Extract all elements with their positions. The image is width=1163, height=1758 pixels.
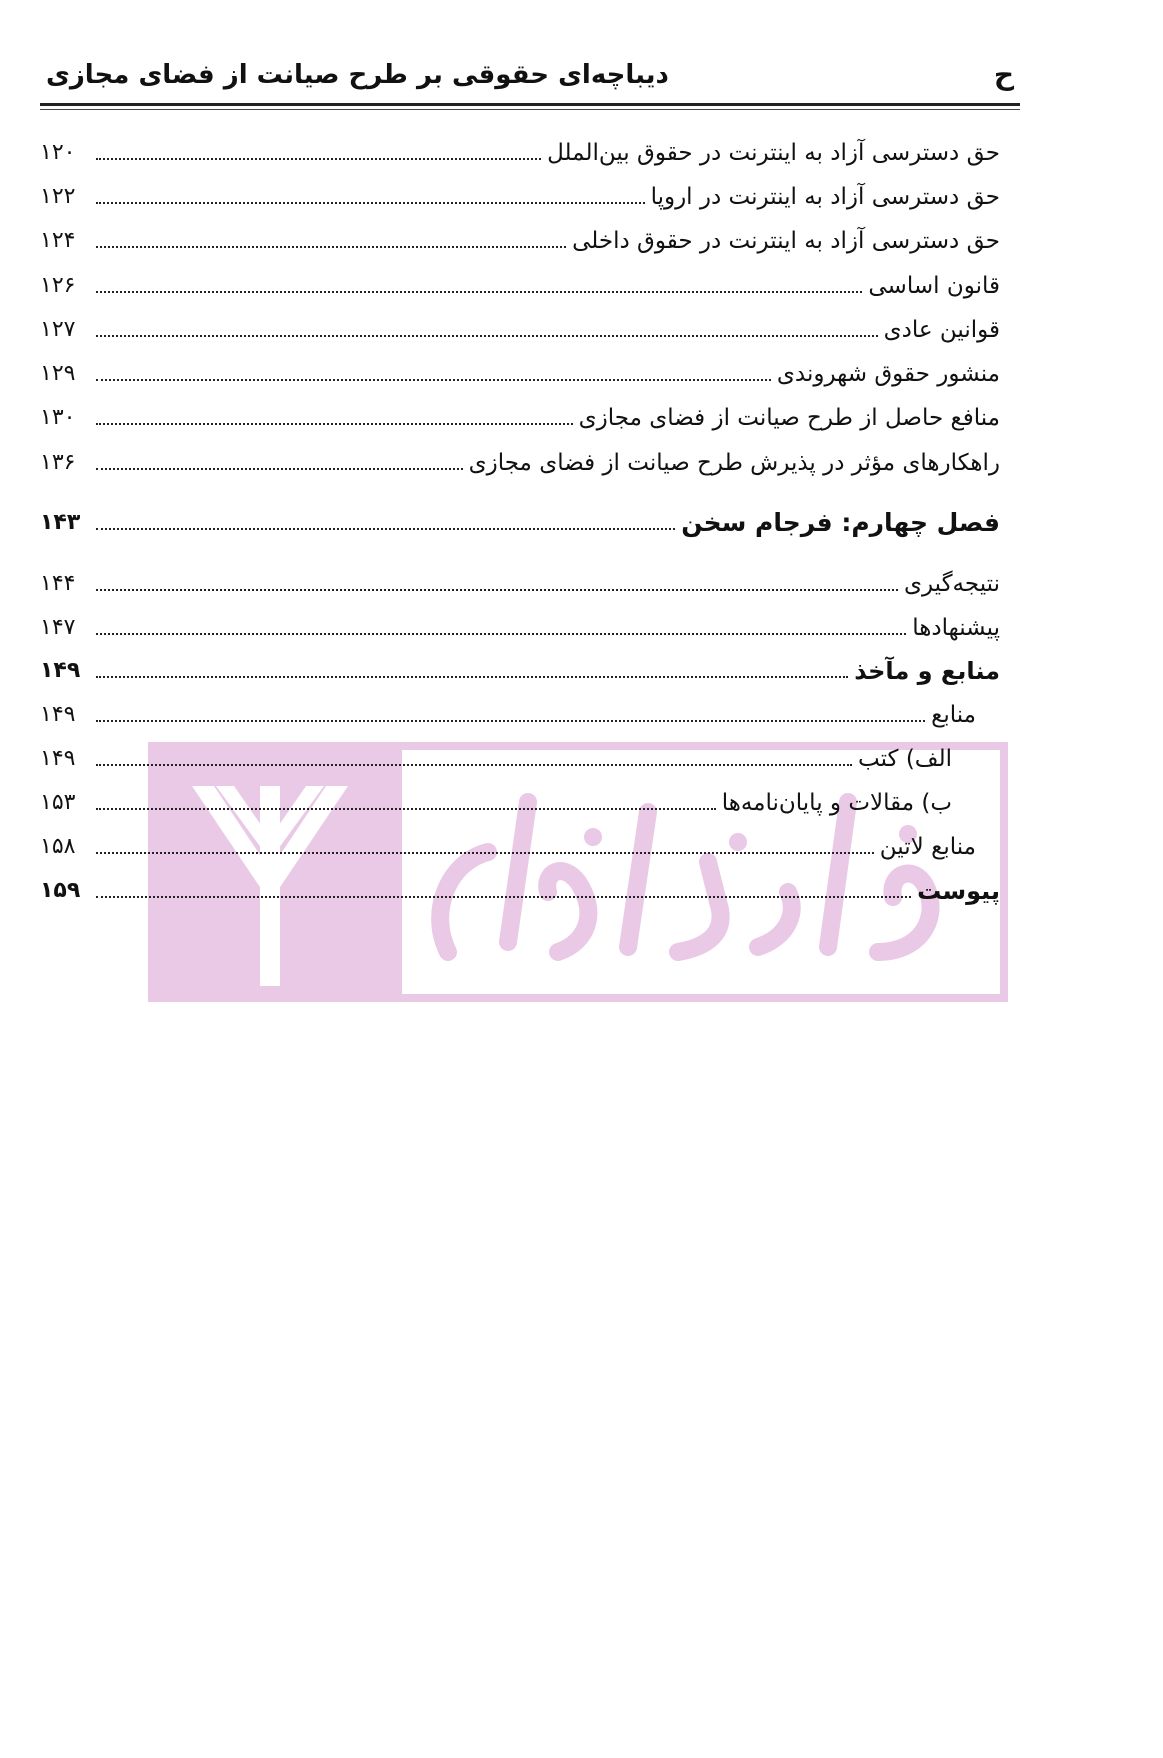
- toc-entry-title: پیشنهادها: [912, 615, 1000, 641]
- toc-entry-title: حق دسترسی آزاد به اینترنت در اروپا: [650, 184, 1000, 210]
- toc-entry[interactable]: [40, 730, 1000, 774]
- toc-entry[interactable]: [40, 599, 1000, 643]
- toc-entry-page: ۱۲۷: [40, 317, 76, 342]
- toc-entry-title: راهکارهای مؤثر در پذیرش طرح صیانت از فضای مجازی: [468, 450, 1000, 476]
- toc-entry-page: ۱۴۷: [40, 615, 76, 640]
- toc-entry-title: فصل چهارم: فرجام سخن: [681, 508, 1000, 537]
- toc-leader-dots: [96, 527, 675, 530]
- toc-entry[interactable]: [40, 301, 1000, 345]
- toc-entry-page: ۱۳۰: [40, 405, 76, 430]
- toc-entry-page: ۱۲۴: [40, 228, 76, 253]
- toc-entry[interactable]: [40, 168, 1000, 212]
- toc-entry-page: ۱۲۶: [40, 273, 76, 298]
- toc-entry-title: حق دسترسی آزاد به اینترنت در حقوق داخلی: [572, 228, 1000, 254]
- toc-entry-title: منشور حقوق شهروندی: [776, 361, 1000, 387]
- toc-entry-page: ۱۲۹: [40, 361, 76, 386]
- toc-leader-dots: [96, 422, 573, 425]
- toc-entry-title: منافع حاصل از طرح صیانت از فضای مجازی: [578, 405, 1000, 431]
- toc-leader-dots: [96, 719, 925, 722]
- toc-entry-title: منابع: [931, 702, 976, 728]
- toc-entry-title: منابع و مآخذ: [854, 657, 1000, 685]
- toc-leader-dots: [96, 807, 716, 810]
- toc-entry[interactable]: [40, 124, 1000, 168]
- toc-entry[interactable]: [40, 389, 1000, 433]
- toc-entry-title: پیوست: [917, 877, 1000, 905]
- toc-entry-title: حق دسترسی آزاد به اینترنت در حقوق بین‌الملل: [547, 140, 1000, 166]
- toc-entry[interactable]: [40, 345, 1000, 389]
- toc-leader-dots: [96, 467, 463, 470]
- toc-entry-page: ۱۲۲: [40, 184, 76, 209]
- toc-entry-title: قوانین عادی: [883, 317, 1000, 343]
- toc-leader-dots: [96, 851, 874, 854]
- header-rule-thick: [40, 103, 1020, 106]
- toc-entry-title: الف) کتب: [858, 746, 952, 772]
- toc-entry-page: ۱۲۰: [40, 140, 76, 165]
- toc-leader-dots: [96, 245, 566, 248]
- toc-entry-page: ۱۴۹: [40, 746, 76, 771]
- toc-entry[interactable]: [40, 212, 1000, 256]
- toc-leader-dots: [96, 895, 911, 898]
- toc-leader-dots: [96, 588, 898, 591]
- toc-entry-page: ۱۵۸: [40, 834, 76, 859]
- toc-entry-page: ۱۵۹: [40, 878, 81, 903]
- toc-chapter-entry[interactable]: [40, 494, 1000, 538]
- toc-entry[interactable]: [40, 434, 1000, 478]
- header-rule-thin: [40, 109, 1020, 110]
- toc-leader-dots: [96, 763, 852, 766]
- toc-leader-dots: [96, 632, 906, 635]
- toc-entry[interactable]: [40, 555, 1000, 599]
- book-title: دیباچه‌ای حقوقی بر طرح صیانت از فضای مجازی: [46, 60, 669, 90]
- toc-leader-dots: [96, 201, 645, 204]
- toc-section-entry[interactable]: [40, 642, 1000, 686]
- toc-leader-dots: [96, 334, 878, 337]
- toc-entry-title: نتیجه‌گیری: [903, 571, 1000, 597]
- toc-section-entry[interactable]: [40, 862, 1000, 906]
- toc-entry[interactable]: [40, 686, 1000, 730]
- page-header: [40, 44, 1020, 92]
- toc-entry-page: ۱۳۶: [40, 450, 76, 475]
- toc-entry-title: قانون اساسی: [868, 273, 1000, 299]
- toc-leader-dots: [96, 378, 771, 381]
- toc-entry[interactable]: [40, 257, 1000, 301]
- toc-entry[interactable]: [40, 818, 1000, 862]
- toc-entry-page: ۱۵۳: [40, 790, 76, 815]
- toc-entry-page: ۱۴۴: [40, 571, 76, 596]
- toc-entry-page: ۱۴۹: [40, 658, 81, 683]
- toc-entry-page: ۱۴۹: [40, 702, 76, 727]
- toc-entry-title: ب) مقالات و پایان‌نامه‌ها: [721, 790, 952, 816]
- toc-leader-dots: [96, 675, 848, 678]
- toc-entry[interactable]: [40, 774, 1000, 818]
- toc-leader-dots: [96, 290, 862, 293]
- page-letter: ح: [993, 58, 1014, 91]
- toc-entry-page: ۱۴۳: [40, 510, 81, 535]
- toc-entry-title: منابع لاتین: [879, 834, 976, 860]
- toc-leader-dots: [96, 157, 541, 160]
